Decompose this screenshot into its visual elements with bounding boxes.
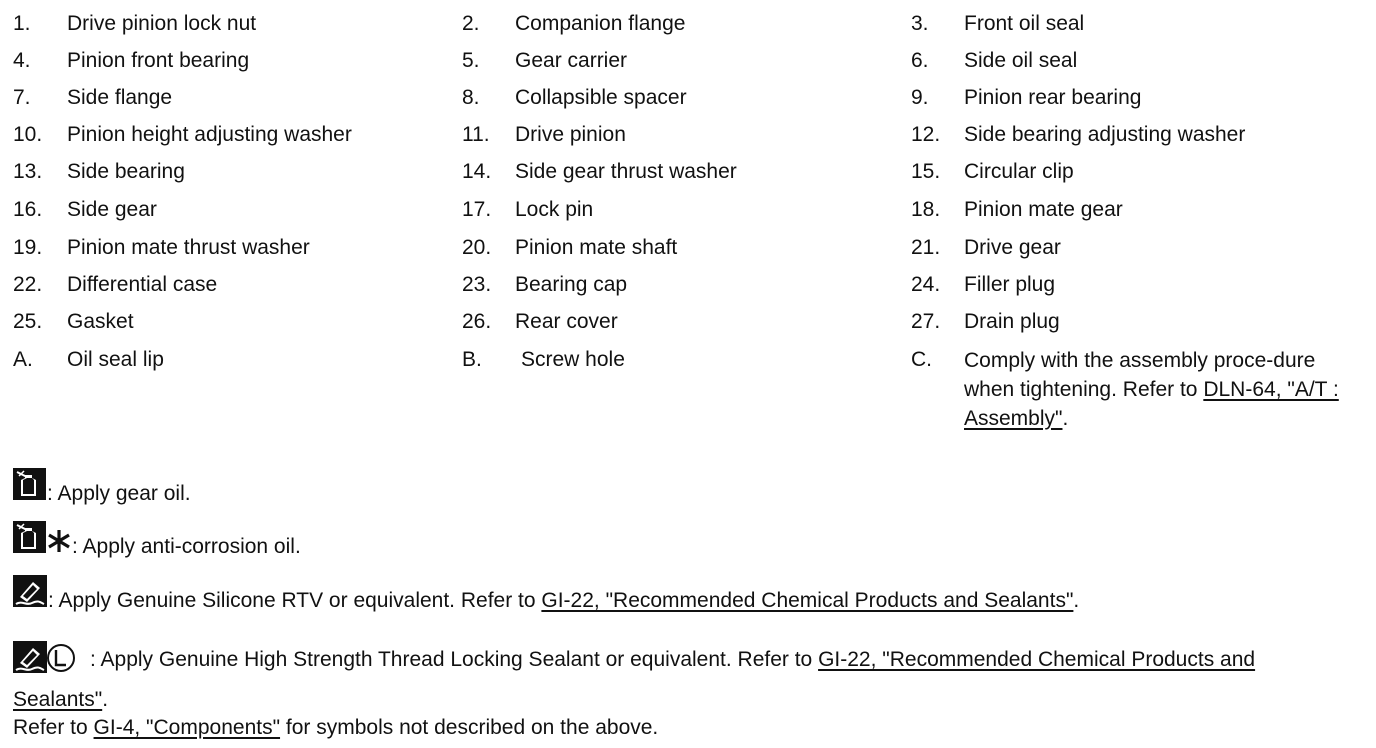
legend-number: 11.	[462, 123, 490, 146]
legend-label: Side gear	[67, 198, 157, 221]
legend-label: Circular clip	[964, 160, 1074, 183]
symbol-silicone-rtv	[13, 575, 1079, 614]
symbol-gear-oil	[13, 468, 191, 507]
legend-number: 8.	[462, 86, 480, 109]
sealant-tube-l-icon	[13, 641, 89, 683]
symbol-text: : Apply Genuine Silicone RTV or equivalent. Refer to	[48, 589, 542, 612]
legend-label: Side bearing adjusting washer	[964, 123, 1246, 146]
legend-number: 12.	[911, 123, 941, 146]
legend-letter: C.	[911, 348, 932, 371]
legend-row	[0, 310, 1376, 347]
footer-text: Refer to	[13, 716, 94, 739]
legend-row	[0, 49, 1376, 86]
note-text-end: .	[1062, 407, 1069, 430]
legend-label: Drive gear	[964, 236, 1061, 259]
legend-row	[0, 123, 1376, 160]
symbol-thread-locking-sealant	[13, 641, 1353, 716]
legend-number: 6.	[911, 49, 929, 72]
symbol-text-end: .	[102, 688, 109, 711]
sealant-tube-icon	[13, 575, 47, 614]
symbols-footer-note	[13, 716, 658, 740]
legend-letter: A.	[13, 348, 33, 371]
legend-number: 13.	[13, 160, 43, 183]
legend-label: Lock pin	[515, 198, 594, 221]
legend-number: 18.	[911, 198, 941, 221]
legend-row	[0, 236, 1376, 273]
legend-number: 21.	[911, 236, 941, 259]
legend-label: Pinion mate shaft	[515, 236, 678, 259]
legend-row	[0, 86, 1376, 123]
symbol-anti-corrosion-oil	[13, 521, 301, 560]
legend-label: Collapsible spacer	[515, 86, 687, 109]
components-reference-link[interactable]: GI-4, "Components"	[93, 716, 281, 739]
legend-label: Side flange	[67, 86, 173, 109]
legend-number: 17.	[462, 198, 492, 221]
legend-number: 24.	[911, 273, 941, 296]
legend-number: 4.	[13, 49, 31, 72]
legend-label: Front oil seal	[964, 12, 1085, 35]
legend-number: 1.	[13, 12, 31, 35]
legend-number: 26.	[462, 310, 492, 333]
legend-label: Differential case	[67, 273, 218, 296]
legend-label: Bearing cap	[515, 273, 628, 296]
chemical-products-reference-link[interactable]: GI-22, "Recommended Chemical Products and Sealants"	[541, 589, 1074, 612]
legend-number: 5.	[462, 49, 480, 72]
legend-number: 9.	[911, 86, 929, 109]
symbol-text: : Apply anti-corrosion oil.	[72, 535, 301, 558]
footer-text-end: for symbols not described on the above.	[280, 716, 659, 739]
legend-label: Side bearing	[67, 160, 185, 183]
legend-number: 7.	[13, 86, 31, 109]
legend-letter: B.	[462, 348, 482, 371]
legend-label: Side oil seal	[964, 49, 1078, 72]
legend-number: 10.	[13, 123, 43, 146]
legend-number: 14.	[462, 160, 492, 183]
assembly-reference-link[interactable]: DLN-64, "A/T : Assembly"	[964, 378, 1339, 430]
legend-number: 2.	[462, 12, 480, 35]
legend-label: Pinion front bearing	[67, 49, 250, 72]
legend-label: Rear cover	[515, 310, 618, 333]
legend-label: Gear carrier	[515, 49, 628, 72]
oil-can-icon	[13, 468, 46, 507]
legend-label: Filler plug	[964, 273, 1056, 296]
legend-row	[0, 160, 1376, 197]
symbol-text: : Apply gear oil.	[47, 482, 191, 505]
legend-row	[0, 273, 1376, 310]
legend-label: Drive pinion	[515, 123, 626, 146]
legend-label: Drive pinion lock nut	[67, 12, 257, 35]
legend-number: 23.	[462, 273, 492, 296]
legend-label: Companion flange	[515, 12, 686, 35]
chemical-products-reference-link[interactable]: GI-22, "Recommended Chemical Products and Sealants"	[13, 648, 1256, 711]
legend-number: 19.	[13, 236, 43, 259]
legend-number: 27.	[911, 310, 941, 333]
legend-number: 15.	[911, 160, 941, 183]
legend-label: Side gear thrust washer	[515, 160, 737, 183]
legend-label: Gasket	[67, 310, 134, 333]
legend-number: 25.	[13, 310, 43, 333]
legend-label: Pinion mate gear	[964, 198, 1123, 221]
legend-number: 16.	[13, 198, 43, 221]
legend-label: Pinion rear bearing	[964, 86, 1142, 109]
legend-note	[964, 346, 1359, 433]
note-text: Comply with the assembly proce-dure when tightening. Refer to	[964, 349, 1316, 401]
symbol-text: : Apply Genuine High Strength Thread Locking Sealant or equivalent. Refer to	[90, 648, 819, 671]
legend-label: Oil seal lip	[67, 348, 164, 371]
legend-label: Pinion height adjusting washer	[67, 123, 352, 146]
legend-label: Screw hole	[521, 348, 625, 371]
legend-label: Pinion mate thrust washer	[67, 236, 310, 259]
legend-number: 22.	[13, 273, 43, 296]
legend-row	[0, 12, 1376, 49]
legend-letter-row	[0, 348, 1376, 438]
legend-label: Drain plug	[964, 310, 1060, 333]
symbol-text-end: .	[1073, 589, 1080, 612]
legend-row	[0, 198, 1376, 235]
legend-number: 3.	[911, 12, 929, 35]
oil-can-asterisk-icon	[13, 521, 71, 560]
legend-number: 20.	[462, 236, 492, 259]
